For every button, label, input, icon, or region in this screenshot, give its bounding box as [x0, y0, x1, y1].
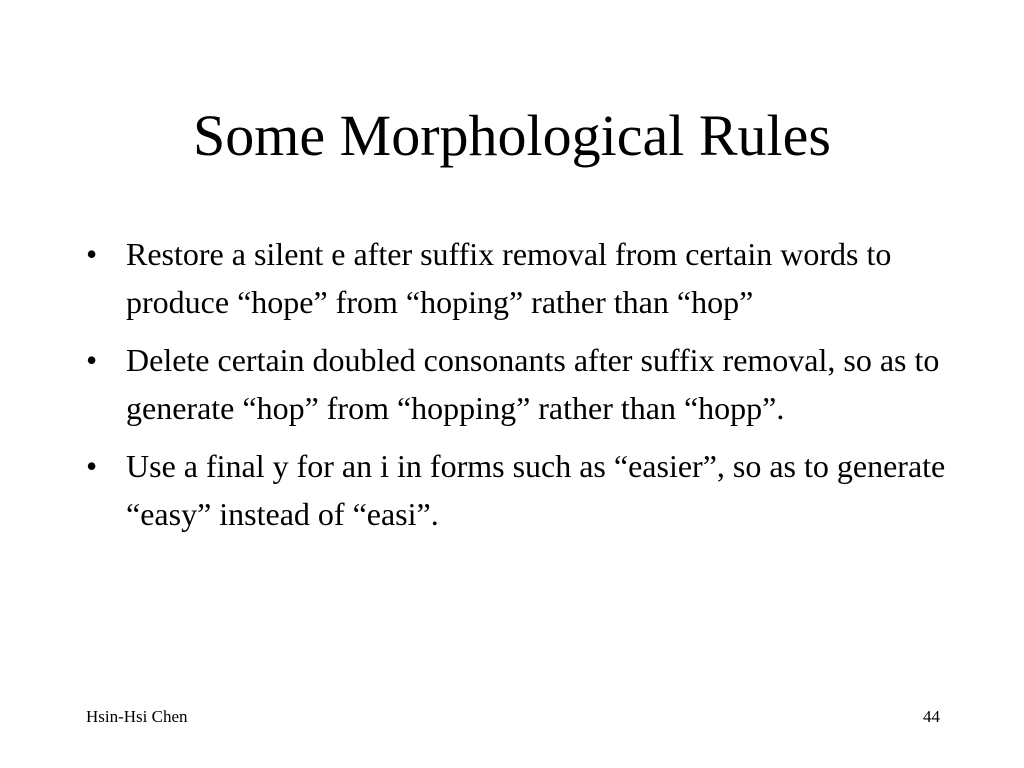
footer-page-number: 44 [923, 707, 940, 726]
bullet-text: Use a final y for an i in forms such as “easier”, so as to generate “easy” instead of “easi”. [126, 448, 946, 532]
bullet-icon: • [86, 342, 98, 378]
bullet-icon: • [86, 448, 98, 484]
bullet-list [86, 230, 956, 548]
slide-title: Some Morphological Rules [193, 103, 831, 168]
bullet-item [86, 230, 956, 326]
bullet-item [86, 336, 956, 432]
bullet-icon: • [86, 236, 98, 272]
bullet-text: Restore a silent e after suffix removal from certain words to produce “hope” from “hoping” rather than “hop” [126, 236, 892, 320]
bullet-item [86, 442, 956, 538]
bullet-text: Delete certain doubled consonants after suffix removal, so as to generate “hop” from “hopping” rather than “hopp”. [126, 342, 940, 426]
footer-author: Hsin-Hsi Chen [86, 707, 188, 726]
